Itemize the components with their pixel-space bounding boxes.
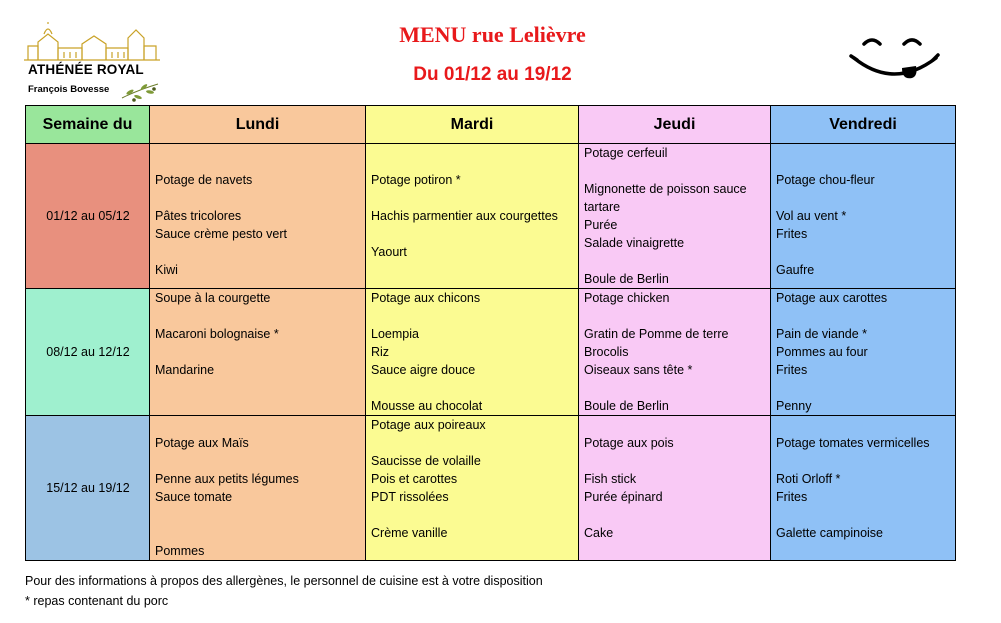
- menu-line: [155, 506, 361, 524]
- menu-line: Potage aux carottes: [776, 291, 888, 305]
- menu-line: Potage aux poireaux: [371, 418, 486, 432]
- menu-line: Vol au vent *: [776, 209, 847, 223]
- menu-line: Pâtes tricolores: [155, 209, 242, 223]
- week-cell: 08/12 au 12/12: [26, 289, 150, 416]
- menu-line: [155, 189, 361, 207]
- menu-line: [776, 243, 951, 261]
- table-row: [26, 144, 956, 289]
- menu-cell-jeudi: [579, 416, 771, 561]
- menu-line: [155, 307, 361, 325]
- pork-note: * repas contenant du porc: [25, 594, 169, 608]
- weekly-menu-table: [25, 105, 956, 561]
- menu-line: Saucisse de volaille: [371, 454, 481, 468]
- menu-line: [155, 524, 361, 542]
- menu-line: Sauce aigre douce: [371, 363, 476, 377]
- menu-line: Sauce crème pesto vert: [155, 227, 288, 241]
- menu-line: Yaourt: [371, 245, 407, 259]
- menu-line: Purée épinard: [584, 490, 663, 504]
- menu-line: Loempia: [371, 327, 419, 341]
- week-cell: 15/12 au 19/12: [26, 416, 150, 561]
- menu-line: [776, 379, 951, 397]
- menu-cell-lundi: [150, 416, 366, 561]
- menu-line: Galette campinoise: [776, 526, 884, 540]
- table-row: [26, 416, 956, 561]
- menu-line: Frites: [776, 227, 808, 241]
- menu-line: Riz: [371, 345, 390, 359]
- menu-line: [776, 189, 951, 207]
- menu-cell-vendredi: [771, 144, 956, 289]
- table-row: [26, 289, 956, 416]
- menu-cell-mardi: [366, 416, 579, 561]
- menu-cell-vendredi: [771, 289, 956, 416]
- menu-line: [776, 542, 951, 560]
- menu-line: Mandarine: [155, 363, 215, 377]
- menu-line: Gaufre: [776, 263, 815, 277]
- menu-line: Salade vinaigrette: [584, 236, 685, 250]
- menu-line: Boule de Berlin: [584, 399, 669, 413]
- menu-line: [584, 307, 766, 325]
- menu-line: [776, 416, 951, 434]
- header-jeudi: Jeudi: [579, 106, 771, 144]
- menu-line: [371, 379, 574, 397]
- menu-line: Crème vanille: [371, 526, 448, 540]
- menu-cell-lundi: [150, 144, 366, 289]
- menu-line: Pommes au four: [776, 345, 868, 359]
- menu-line: [155, 416, 361, 434]
- logo-subtitle: François Bovesse: [28, 84, 110, 95]
- menu-line: Fish stick: [584, 472, 637, 486]
- menu-line: [371, 225, 574, 243]
- menu-line: Potage potiron *: [371, 173, 461, 187]
- week-cell: 01/12 au 05/12: [26, 144, 150, 289]
- menu-line: Roti Orloff *: [776, 472, 841, 486]
- menu-line: Purée: [584, 218, 618, 232]
- menu-line: Frites: [776, 490, 808, 504]
- menu-line: Pommes: [155, 544, 205, 558]
- header-mardi: Mardi: [366, 106, 579, 144]
- menu-line: Brocolis: [584, 345, 629, 359]
- menu-line: Potage chou-fleur: [776, 173, 875, 187]
- menu-line: [155, 379, 361, 397]
- header-week: Semaine du: [26, 106, 150, 144]
- menu-line: Mignonette de poisson sauce tartare: [584, 182, 747, 214]
- menu-line: [155, 452, 361, 470]
- menu-line: Potage chicken: [584, 291, 670, 305]
- menu-line: Potage aux chicons: [371, 291, 481, 305]
- menu-line: Soupe à la courgette: [155, 291, 271, 305]
- menu-line: Oiseaux sans tête *: [584, 363, 693, 377]
- menu-line: Pain de viande *: [776, 327, 868, 341]
- menu-line: Kiwi: [155, 263, 178, 277]
- menu-line: [776, 452, 951, 470]
- menu-line: Potage de navets: [155, 173, 253, 187]
- menu-cell-mardi: [366, 289, 579, 416]
- menu-line: [371, 542, 574, 560]
- menu-line: Penne aux petits légumes: [155, 472, 299, 486]
- menu-line: [584, 162, 766, 180]
- menu-line: Boule de Berlin: [584, 272, 669, 286]
- menu-line: [584, 252, 766, 270]
- menu-line: Potage cerfeuil: [584, 146, 668, 160]
- menu-line: Cake: [584, 526, 614, 540]
- menu-line: [371, 307, 574, 325]
- date-range: Du 01/12 au 19/12: [413, 64, 572, 85]
- menu-line: Penny: [776, 399, 812, 413]
- menu-cell-jeudi: [579, 144, 771, 289]
- page-title: MENU rue Lelièvre: [399, 22, 586, 47]
- logo-name: ATHÉNÉE ROYAL: [28, 62, 144, 77]
- menu-line: Macaroni bolognaise *: [155, 327, 279, 341]
- menu-line: Pois et carottes: [371, 472, 458, 486]
- menu-line: [584, 506, 766, 524]
- menu-line: [584, 416, 766, 434]
- menu-line: [371, 189, 574, 207]
- menu-line: [155, 397, 361, 415]
- menu-line: Gratin de Pomme de terre: [584, 327, 729, 341]
- menu-line: Potage aux Maïs: [155, 436, 249, 450]
- menu-line: Mousse au chocolat: [371, 399, 483, 413]
- menu-line: Frites: [776, 363, 808, 377]
- menu-line: [776, 153, 951, 171]
- menu-cell-mardi: [366, 144, 579, 289]
- menu-line: [155, 243, 361, 261]
- yummy-face-icon: [848, 36, 940, 82]
- menu-line: Sauce tomate: [155, 490, 233, 504]
- menu-line: [155, 343, 361, 361]
- menu-line: PDT rissolées: [371, 490, 449, 504]
- menu-line: [776, 307, 951, 325]
- allergen-note: Pour des informations à propos des allergènes, le personnel de cuisine est à votre disposition: [25, 574, 543, 588]
- footer-notes: [25, 571, 543, 611]
- menu-cell-vendredi: [771, 416, 956, 561]
- menu-cell-jeudi: [579, 289, 771, 416]
- menu-line: [155, 153, 361, 171]
- menu-line: [584, 542, 766, 560]
- menu-line: Potage aux pois: [584, 436, 674, 450]
- menu-cell-lundi: [150, 289, 366, 416]
- header-lundi: Lundi: [150, 106, 366, 144]
- menu-line: Potage tomates vermicelles: [776, 436, 930, 450]
- menu-line: [584, 452, 766, 470]
- header-vendredi: Vendredi: [771, 106, 956, 144]
- menu-line: [776, 506, 951, 524]
- menu-line: [371, 434, 574, 452]
- menu-line: [584, 379, 766, 397]
- menu-line: Hachis parmentier aux courgettes: [371, 209, 558, 223]
- menu-line: [371, 506, 574, 524]
